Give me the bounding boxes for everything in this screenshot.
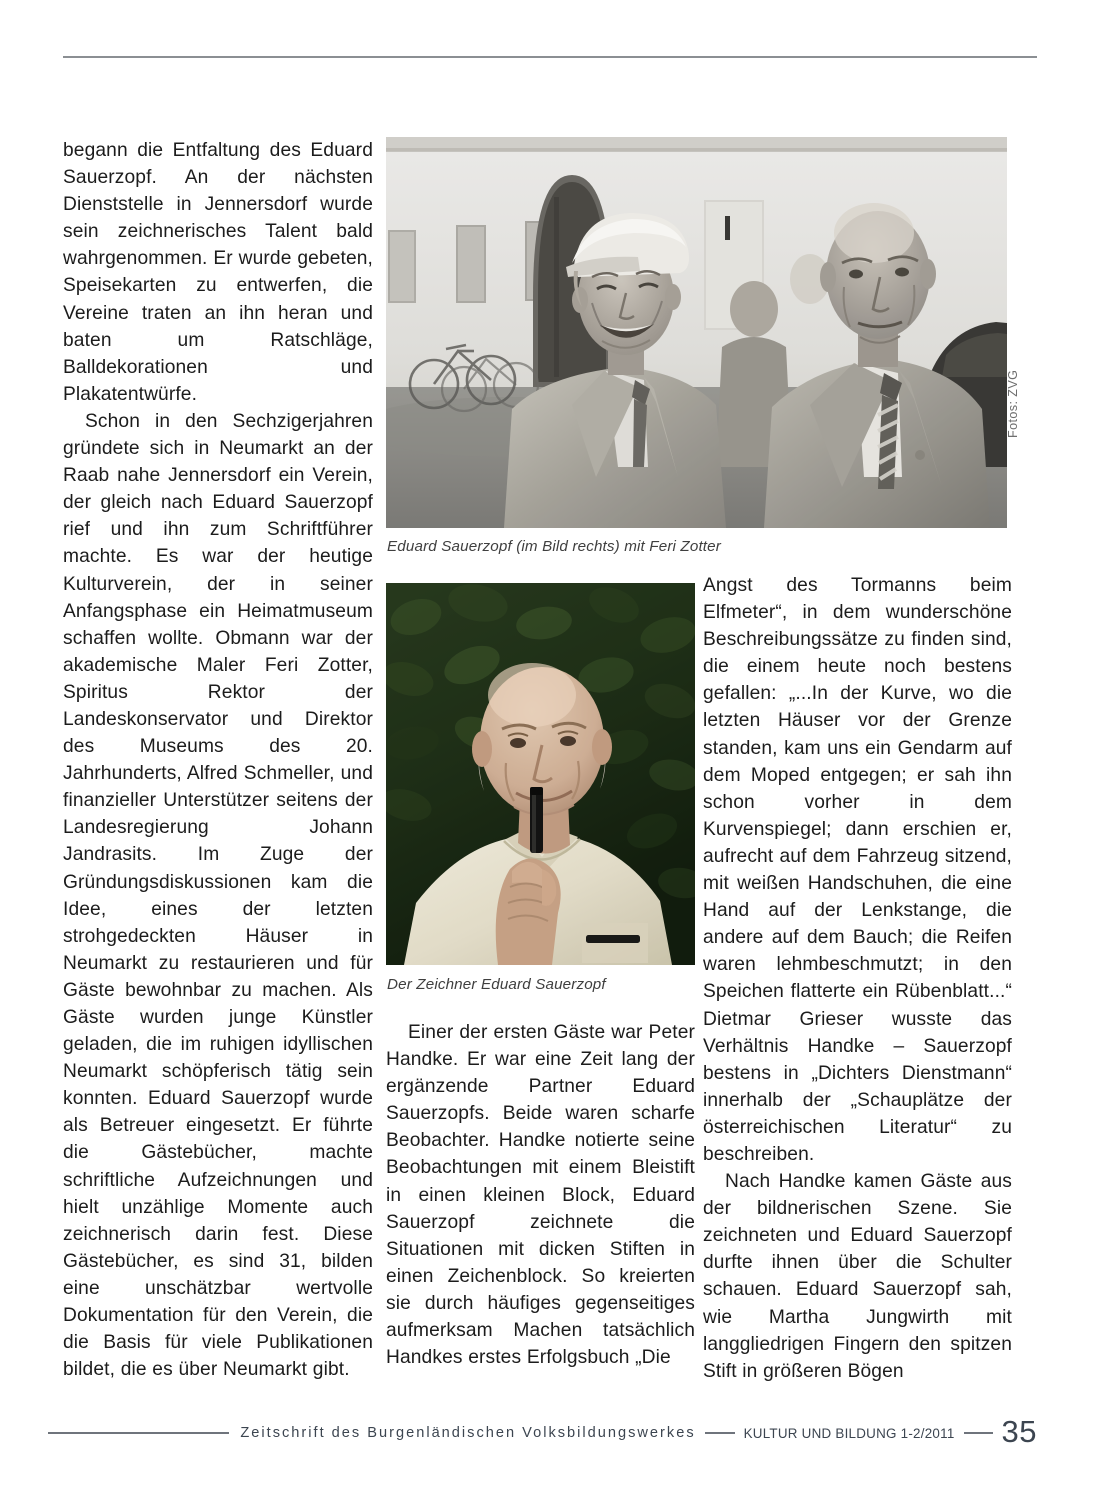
footer-journal-title: Zeitschrift des Burgenländischen Volksbildungswerkes: [240, 1425, 696, 1441]
page-footer: [63, 1413, 1037, 1450]
header-rule: [63, 56, 1037, 58]
figure-top-photo: [386, 137, 1007, 528]
figure-top-caption: Eduard Sauerzopf (im Bild rechts) mit Feri Zotter: [387, 538, 721, 555]
photo-credit-text: Fotos: ZVG: [1006, 369, 1020, 438]
figure-bottom-caption: Der Zeichner Eduard Sauerzopf: [387, 976, 606, 993]
figure-bottom-photo: [386, 583, 695, 965]
footer-rule-right: [964, 1432, 993, 1434]
paragraph-right-2: Nach Handke kamen Gäste aus der bildnerischen Szene. Sie zeichneten und Eduard Sauerzopf durfte ihnen über die Schulter schauen. Eduard Sauerzopf sah, wie Martha Jungwirth mit langgliedrigen Fingern den spitzen Stift in größeren Bögen: [703, 1171, 1012, 1382]
footer-rule-middle: [705, 1432, 735, 1434]
paragraph-left-2: Schon in den Sechzigerjahren gründete sich in Neumarkt an der Raab nahe Jennersdorf ein Verein, der gleich nach Eduard Sauerzopf rief und ihn zum Schriftführer machte. Es war der heutige Kulturverein, der in seiner Anfangsphase ein Heimatmuseum schaffen wollte. Obmann war der akademische Maler Feri Zotter, Spiritus Rektor der Landeskonservator und Direktor des Museums des 20. Jahrhunderts, Alfred Schmeller, und finanzieller Unterstützer seitens der Landesregierung Johann Jandrasits. Im Zuge der Gründungsdiskussionen kam die Idee, eines der letzten strohgedeckten Häuser in Neumarkt zu restaurieren und für Gäste bewohnbar zu machen. Als Gäste wurden junge Künstler geladen, die im ruhigen idyllischen Neumarkt schöpferisch tätig sein konnten. Eduard Sauerzopf wurde als Betreuer eingesetzt. Er führte die Gästebücher, machte schriftliche Aufzeichnungen und hielt unzählige Momente auch zeichnerisch darin fest. Diese Gästebücher, es sind 31, bilden eine unschätzbar wertvolle Dokumentation für den Verein, die die Basis für viele Publikationen bildet, die es über Neumarkt gibt.: [63, 410, 373, 1381]
footer-issue-label: KULTUR UND BILDUNG 1-2/2011: [743, 1425, 955, 1441]
paragraph-left-1: begann die Entfaltung des Eduard Sauerzopf. An der nächsten Dienststelle in Jennersdorf wurde sein zeichnerisches Talent bald wahrgenommen. Er wurde gebeten, Speisekarten zu entwerfen, die Vereine traten an ihn heran und baten um Ratschläge, Balldekorationen und Plakatentwürfe.: [63, 140, 373, 405]
column-left-body: [63, 137, 373, 1383]
footer-rule-left: [48, 1432, 229, 1434]
column-right-body: [703, 572, 1012, 1385]
column-middle-body: [386, 1019, 695, 1371]
text-column-right: [703, 572, 1012, 1385]
text-column-left: [63, 137, 373, 1383]
paragraph-middle-1: Einer der ersten Gäste war Peter Handke. Er war eine Zeit lang der ergänzende Partner Eduard Sauerzopfs. Beide waren scharfe Beobachter. Handke notierte seine Beobachtungen mit einem Bleistift in einen kleinen Block, Eduard Sauerzopf zeichnete die Situationen mit dicken Stiften in einen Zeichenblock. So kreierten sie durch häufiges gegenseitiges aufmerksam Machen tatsächlich Handkes erstes Erfolgsbuch „Die: [386, 1022, 695, 1369]
paragraph-right-1: Angst des Tormanns beim Elfmeter“, in dem wunderschöne Beschreibungssätze zu finden sind, die einem heute noch bestens gefallen: „...In der Kurve, wo die letzten Häuser vor der Grenze standen, kam uns ein Gendarm auf dem Moped entgegen; er sah ihn schon vorher in dem Kurvenspiegel; dann erschien er, aufrecht auf dem Fahrzeug sitzend, mit weißen Handschuhen, die eine Hand auf der Lenkstange, die andere auf dem Bauch; die Reifen waren lehmbeschmutzt; in den Speichen flatterte ein Rübenblatt...“ Dietmar Grieser wusste das Verhältnis Handke – Sauerzopf bestens in „Dichters Dienstmann“ innerhalb der „Schauplätze der österreichischen Literatur“ zu beschreiben.: [703, 575, 1012, 1165]
text-column-middle: [386, 1019, 695, 1371]
photo-credit: [1006, 328, 1024, 438]
page-number: 35: [1001, 1413, 1037, 1449]
